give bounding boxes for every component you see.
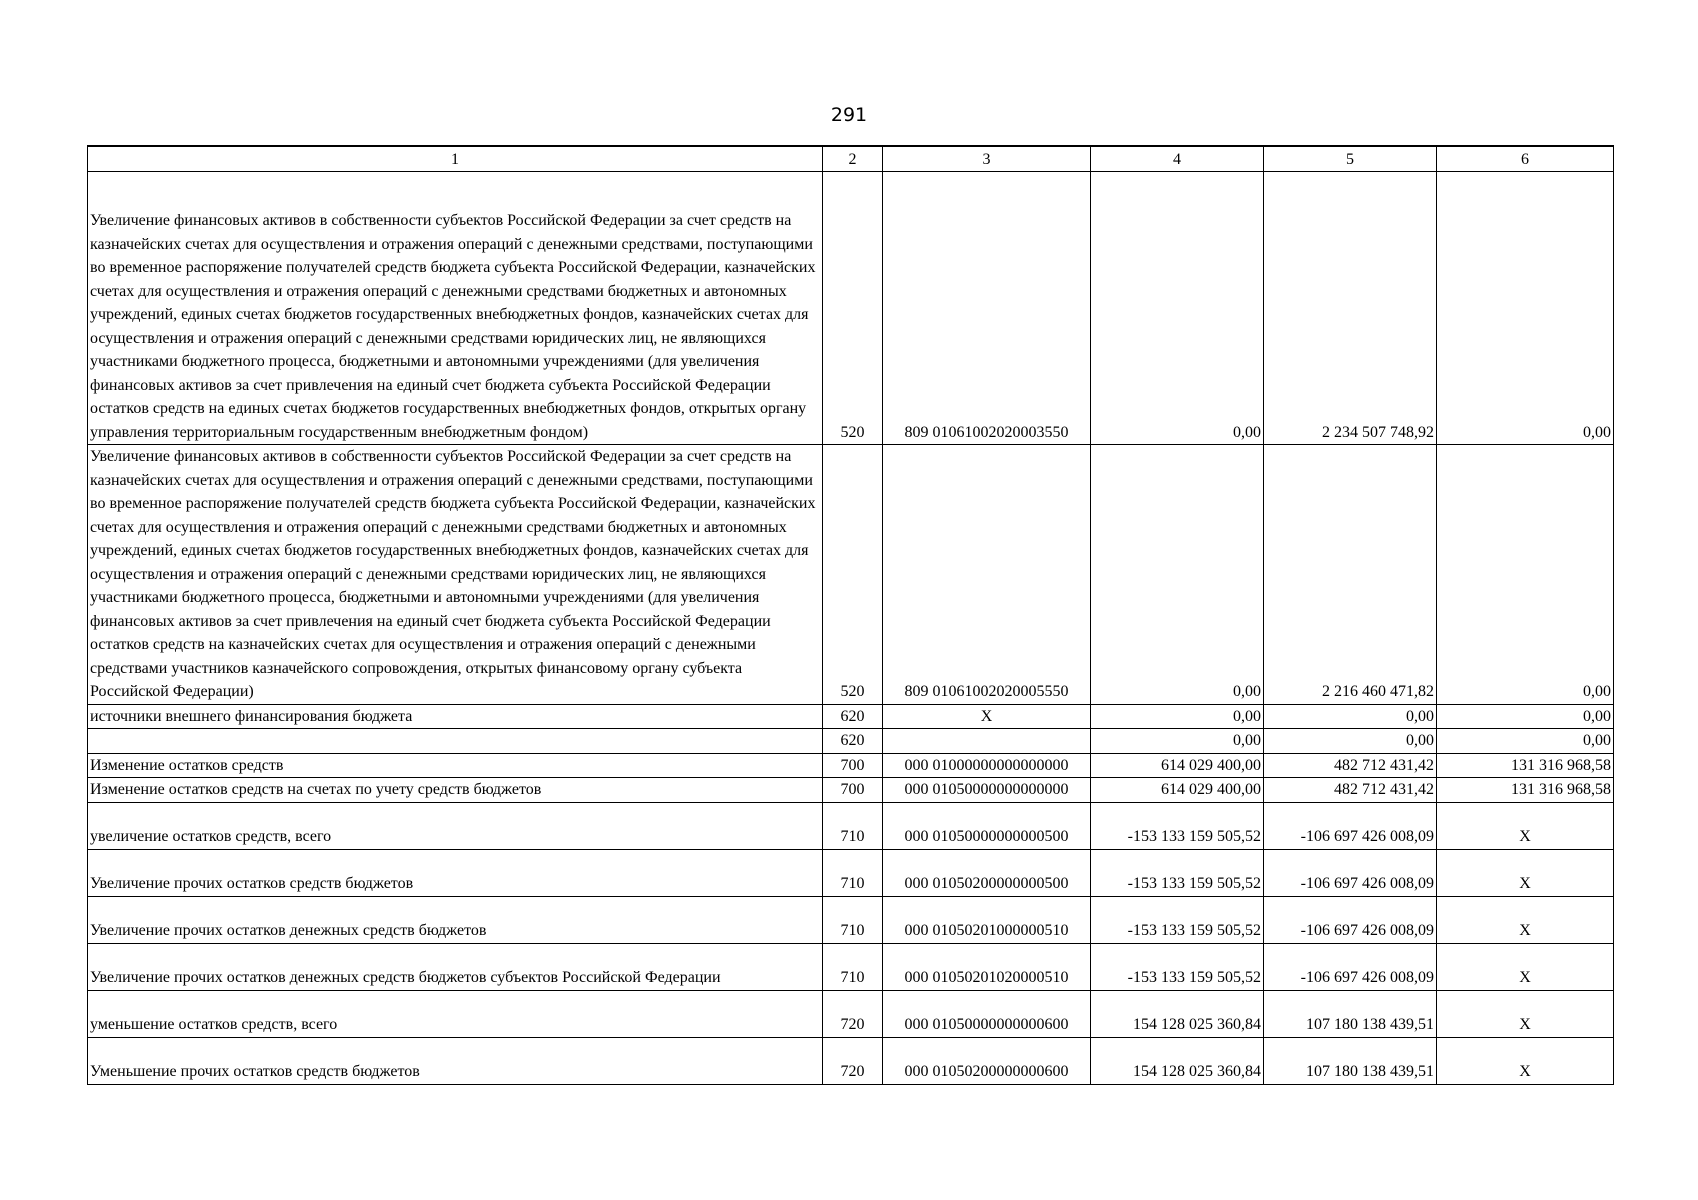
row-col6: X	[1437, 943, 1614, 990]
row-budget-code: 000 01000000000000000	[883, 753, 1091, 778]
row-line-code: 710	[823, 943, 883, 990]
row-budget-code: 000 01050200000000600	[883, 1037, 1091, 1084]
column-header: 3	[883, 146, 1091, 172]
row-name: Увеличение прочих остатков денежных средств бюджетов	[88, 896, 823, 943]
row-budget-code	[883, 729, 1091, 754]
column-header: 2	[823, 146, 883, 172]
row-col4: 0,00	[1091, 729, 1264, 754]
row-name: источники внешнего финансирования бюджета	[88, 704, 823, 729]
row-col4: 0,00	[1091, 445, 1264, 705]
row-col4: 154 128 025 360,84	[1091, 990, 1264, 1037]
row-name: Изменение остатков средств на счетах по учету средств бюджетов	[88, 778, 823, 803]
row-line-code: 710	[823, 849, 883, 896]
header-row	[88, 146, 1614, 172]
row-col5: 482 712 431,42	[1264, 778, 1437, 803]
row-name: уменьшение остатков средств, всего	[88, 990, 823, 1037]
column-header: 6	[1437, 146, 1614, 172]
row-line-code: 700	[823, 753, 883, 778]
page-number: 291	[830, 104, 868, 126]
row-name: Увеличение прочих остатков денежных средств бюджетов субъектов Российской Федерации	[88, 943, 823, 990]
row-name	[88, 729, 823, 754]
row-col6: 131 316 968,58	[1437, 778, 1614, 803]
table-row	[88, 943, 1614, 990]
row-line-code: 520	[823, 445, 883, 705]
row-line-code: 720	[823, 990, 883, 1037]
row-col4: -153 133 159 505,52	[1091, 802, 1264, 849]
table-row	[88, 753, 1614, 778]
row-name: Изменение остатков средств	[88, 753, 823, 778]
row-line-code: 710	[823, 802, 883, 849]
table-row	[88, 849, 1614, 896]
report-table	[87, 145, 1614, 1085]
column-header: 5	[1264, 146, 1437, 172]
row-col6: X	[1437, 990, 1614, 1037]
row-name: Увеличение финансовых активов в собственности субъектов Российской Федерации за счет средств на казначейских счетах для осуществления и отражения операций с денежными средствами, поступающими во временное распоряжение получателей средств бюджета субъекта Российской Федерации, казначейских счетах для осуществления и отражения операций с денежными средствами бюджетных и автономных учреждений, единых счетах бюджетов государственных внебюджетных фондов, казначейских счетах для осуществления и отражения операций с денежными средствами юридических лиц, не являющихся участниками бюджетного процесса, бюджетными и автономными учреждениями (для увеличения финансовых активов за счет привлечения на единый счет бюджета субъекта Российской Федерации остатков средств на единых счетах бюджетов государственных внебюджетных фондов, открытых органу управления территориальным государственным внебюджетным фондом)	[88, 172, 823, 445]
row-line-code: 720	[823, 1037, 883, 1084]
row-budget-code: 000 01050201020000510	[883, 943, 1091, 990]
row-col5: 2 216 460 471,82	[1264, 445, 1437, 705]
column-header: 4	[1091, 146, 1264, 172]
table-row	[88, 729, 1614, 754]
table-row	[88, 445, 1614, 705]
row-col4: 614 029 400,00	[1091, 778, 1264, 803]
row-budget-code: 000 01050000000000000	[883, 778, 1091, 803]
row-name: Уменьшение прочих остатков средств бюджетов	[88, 1037, 823, 1084]
row-budget-code: 000 01050000000000500	[883, 802, 1091, 849]
table-row	[88, 990, 1614, 1037]
row-col4: 0,00	[1091, 172, 1264, 445]
row-line-code: 620	[823, 704, 883, 729]
row-budget-code: 809 01061002020005550	[883, 445, 1091, 705]
table-row	[88, 802, 1614, 849]
row-budget-code: 000 01050201000000510	[883, 896, 1091, 943]
row-col6: 0,00	[1437, 729, 1614, 754]
row-col6: 0,00	[1437, 445, 1614, 705]
row-col5: 107 180 138 439,51	[1264, 990, 1437, 1037]
row-col5: 2 234 507 748,92	[1264, 172, 1437, 445]
row-col6: 0,00	[1437, 704, 1614, 729]
row-col4: -153 133 159 505,52	[1091, 849, 1264, 896]
row-line-code: 700	[823, 778, 883, 803]
row-budget-code: X	[883, 704, 1091, 729]
column-header: 1	[88, 146, 823, 172]
row-col6: X	[1437, 896, 1614, 943]
row-col5: -106 697 426 008,09	[1264, 943, 1437, 990]
row-name: Увеличение прочих остатков средств бюджетов	[88, 849, 823, 896]
table-row	[88, 896, 1614, 943]
row-line-code: 520	[823, 172, 883, 445]
row-budget-code: 809 01061002020003550	[883, 172, 1091, 445]
row-col5: 482 712 431,42	[1264, 753, 1437, 778]
row-col5: -106 697 426 008,09	[1264, 896, 1437, 943]
row-col6: X	[1437, 1037, 1614, 1084]
row-col4: -153 133 159 505,52	[1091, 943, 1264, 990]
row-col5: 0,00	[1264, 704, 1437, 729]
row-name: Увеличение финансовых активов в собственности субъектов Российской Федерации за счет средств на казначейских счетах для осуществления и отражения операций с денежными средствами, поступающими во временное распоряжение получателей средств бюджета субъекта Российской Федерации, казначейских счетах для осуществления и отражения операций с денежными средствами бюджетных и автономных учреждений, единых счетах бюджетов государственных внебюджетных фондов, казначейских счетах для осуществления и отражения операций с денежными средствами юридических лиц, не являющихся участниками бюджетного процесса, бюджетными и автономными учреждениями (для увеличения финансовых активов за счет привлечения на единый счет бюджета субъекта Российской Федерации остатков средств на казначейских счетах для осуществления и отражения операций с денежными средствами участников казначейского сопровождения, открытых финансовому органу субъекта Российской Федерации)	[88, 445, 823, 705]
row-col4: 154 128 025 360,84	[1091, 1037, 1264, 1084]
row-col5: 0,00	[1264, 729, 1437, 754]
row-col6: X	[1437, 802, 1614, 849]
row-name: увеличение остатков средств, всего	[88, 802, 823, 849]
row-col5: -106 697 426 008,09	[1264, 802, 1437, 849]
row-line-code: 620	[823, 729, 883, 754]
row-col6: 131 316 968,58	[1437, 753, 1614, 778]
table-row	[88, 172, 1614, 445]
table-row	[88, 1037, 1614, 1084]
row-col5: -106 697 426 008,09	[1264, 849, 1437, 896]
row-line-code: 710	[823, 896, 883, 943]
row-col6: X	[1437, 849, 1614, 896]
row-col6: 0,00	[1437, 172, 1614, 445]
row-col4: 614 029 400,00	[1091, 753, 1264, 778]
row-col4: 0,00	[1091, 704, 1264, 729]
row-budget-code: 000 01050000000000600	[883, 990, 1091, 1037]
row-budget-code: 000 01050200000000500	[883, 849, 1091, 896]
table-row	[88, 778, 1614, 803]
table-row	[88, 704, 1614, 729]
row-col5: 107 180 138 439,51	[1264, 1037, 1437, 1084]
row-col4: -153 133 159 505,52	[1091, 896, 1264, 943]
